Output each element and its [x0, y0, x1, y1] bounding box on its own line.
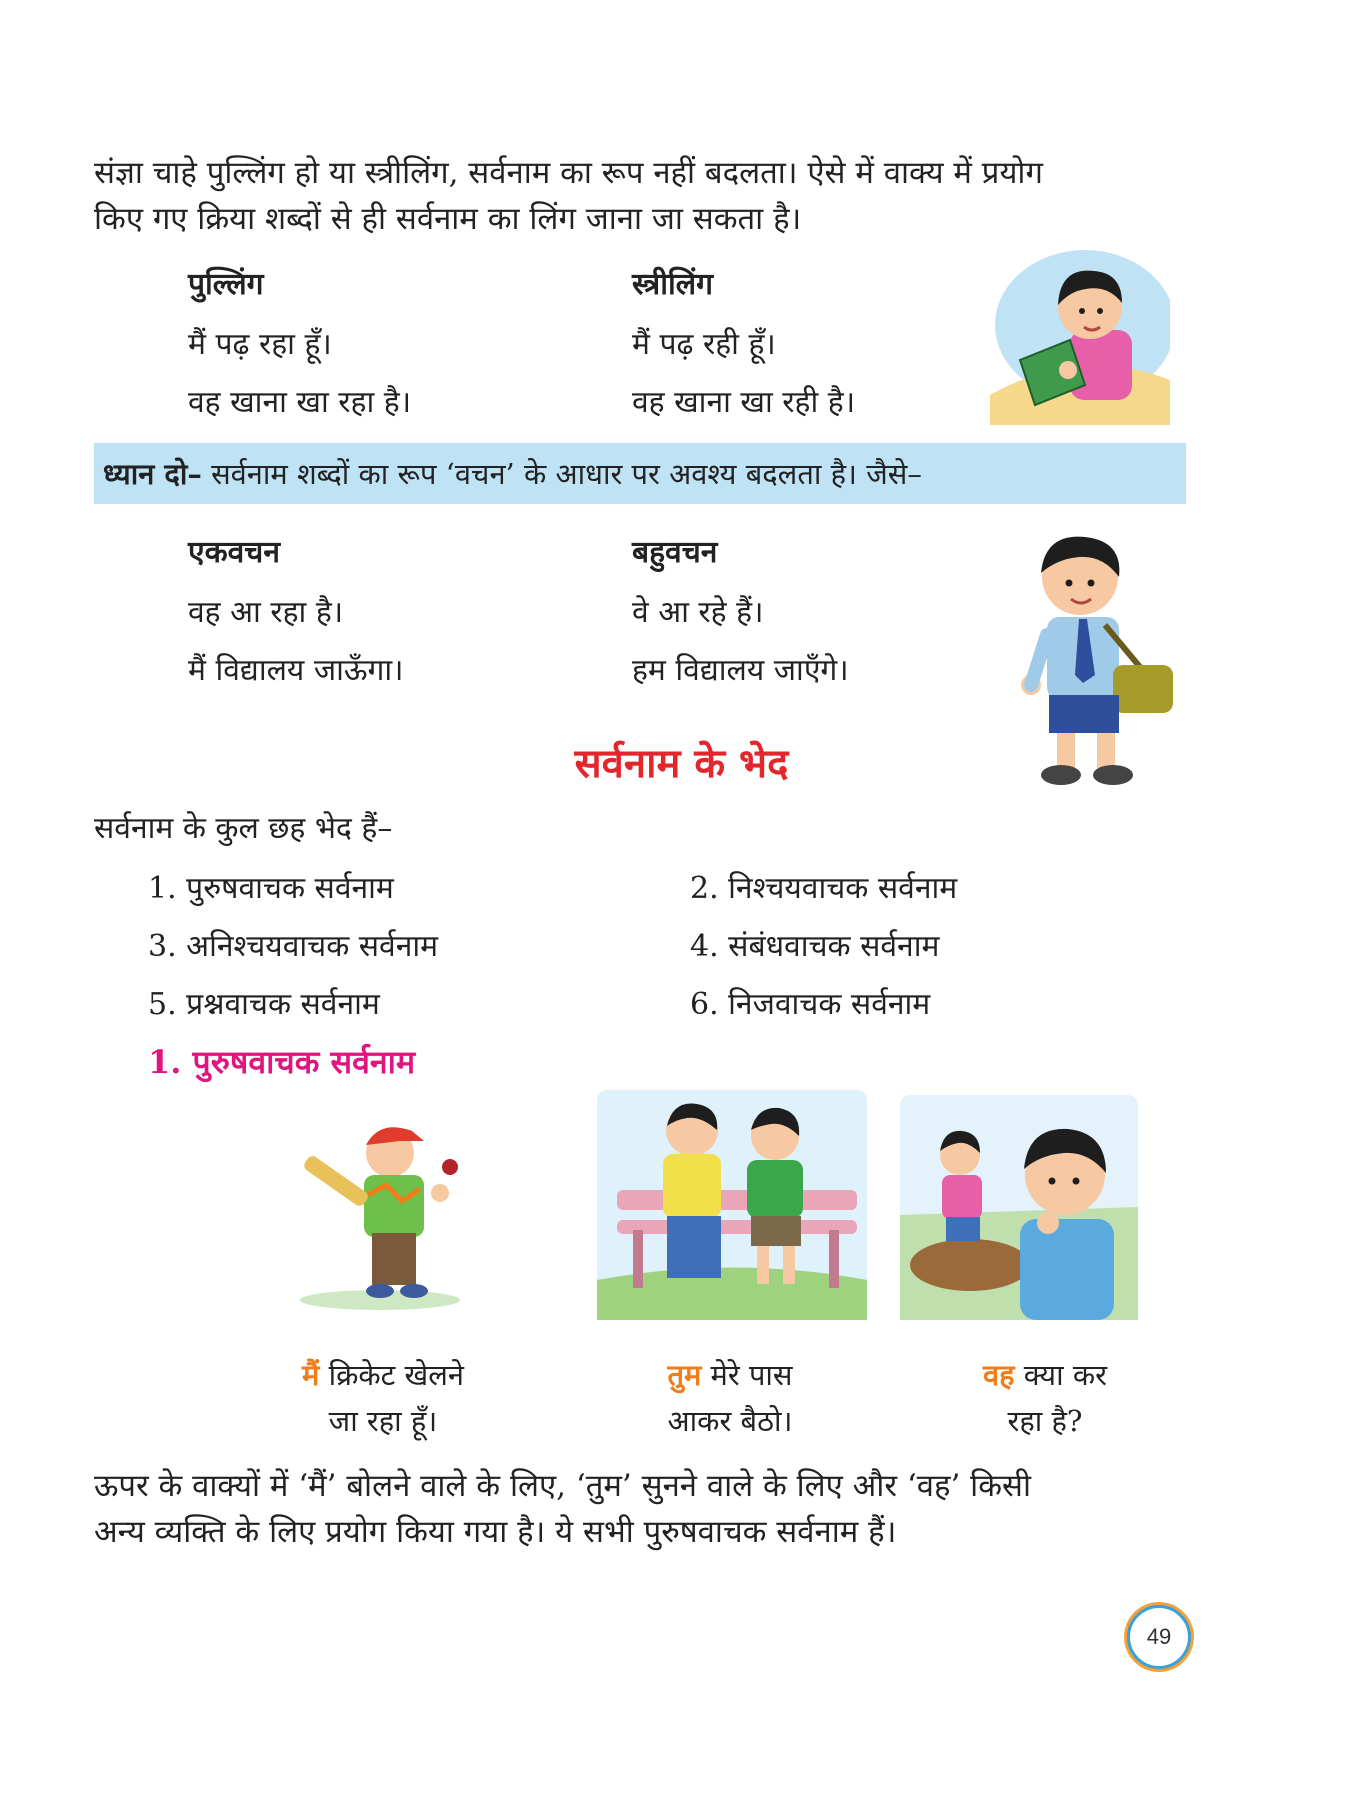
caption-1-line-2: जा रहा हूँ। — [328, 1404, 438, 1438]
caption-1-rest: क्रिकेट खेलने — [319, 1358, 464, 1392]
pronoun-main: मैं — [302, 1358, 320, 1392]
plural-heading: बहुवचन — [632, 535, 718, 570]
feminine-example-2: वह खाना खा रही है। — [632, 385, 856, 420]
caption-2-line-2: आकर बैठो। — [667, 1404, 793, 1438]
singular-example-1: वह आ रहा है। — [188, 595, 344, 630]
bench-boys-illustration — [597, 1090, 867, 1320]
intro-line-2: किए गए क्रिया शब्दों से ही सर्वनाम का लिंग जाना जा सकता है। — [94, 201, 802, 237]
masculine-example-1: मैं पढ़ रहा हूँ। — [188, 327, 332, 362]
note-content: सर्वनाम शब्दों का रूप ‘वचन’ के आधार पर अवश्य बदलता है। जैसे– — [211, 457, 922, 491]
cricket-boy-illustration — [290, 1115, 470, 1315]
caption-3-rest: क्या कर — [1014, 1358, 1107, 1392]
masculine-heading: पुल्लिंग — [188, 267, 264, 302]
type-item: 6. निजवाचक सर्वनाम — [690, 987, 931, 1022]
conclusion-line-1: ऊपर के वाक्यों में ‘मैं’ बोलने वाले के लिए, ‘तुम’ सुनने वाले के लिए और ‘वह’ किसी — [94, 1468, 1032, 1504]
subsection-heading: 1. पुरुषवाचक सर्वनाम — [148, 1043, 416, 1081]
type-item: 4. संबंधवाचक सर्वनाम — [690, 929, 940, 964]
feminine-heading: स्त्रीलिंग — [632, 267, 713, 302]
pronoun-tum: तुम — [667, 1358, 702, 1392]
thinking-boy-illustration — [900, 1095, 1138, 1320]
note-text — [103, 454, 922, 493]
plural-example-2: हम विद्यालय जाएँगे। — [632, 653, 849, 688]
conclusion-paragraph — [94, 1463, 1204, 1555]
singular-example-2: मैं विद्यालय जाऊँगा। — [188, 653, 404, 688]
type-item: 1. पुरुषवाचक सर्वनाम — [148, 871, 394, 906]
types-intro: सर्वनाम के कुल छह भेद हैं– — [94, 811, 393, 846]
conclusion-line-2: अन्य व्यक्ति के लिए प्रयोग किया गया है। ये सभी पुरुषवाचक सर्वनाम हैं। — [94, 1514, 897, 1550]
type-item: 3. अनिश्चयवाचक सर्वनाम — [148, 929, 439, 964]
pronoun-vah: वह — [983, 1358, 1015, 1392]
intro-line-1: संज्ञा चाहे पुल्लिंग हो या स्त्रीलिंग, सर्वनाम का रूप नहीं बदलता। ऐसे में वाक्य में प्रयोग — [94, 155, 1043, 191]
feminine-example-1: मैं पढ़ रही हूँ। — [632, 327, 776, 362]
singular-heading: एकवचन — [188, 535, 281, 570]
caption-3 — [935, 1352, 1155, 1444]
caption-3-line-2: रहा है? — [1007, 1404, 1083, 1438]
section-heading: सर्वनाम के भेद — [574, 740, 789, 787]
caption-1 — [258, 1352, 508, 1444]
masculine-example-2: वह खाना खा रहा है। — [188, 385, 412, 420]
page-number: 49 — [1127, 1605, 1191, 1669]
intro-paragraph — [94, 150, 1194, 242]
note-label: ध्यान दो– — [103, 457, 202, 491]
plural-example-1: वे आ रहे हैं। — [632, 595, 764, 630]
type-item: 5. प्रश्नवाचक सर्वनाम — [148, 987, 380, 1022]
reading-boy-illustration — [990, 245, 1170, 425]
type-item: 2. निश्चयवाचक सर्वनाम — [690, 871, 958, 906]
caption-2 — [610, 1352, 850, 1444]
caption-2-rest: मेरे पास — [701, 1358, 793, 1392]
